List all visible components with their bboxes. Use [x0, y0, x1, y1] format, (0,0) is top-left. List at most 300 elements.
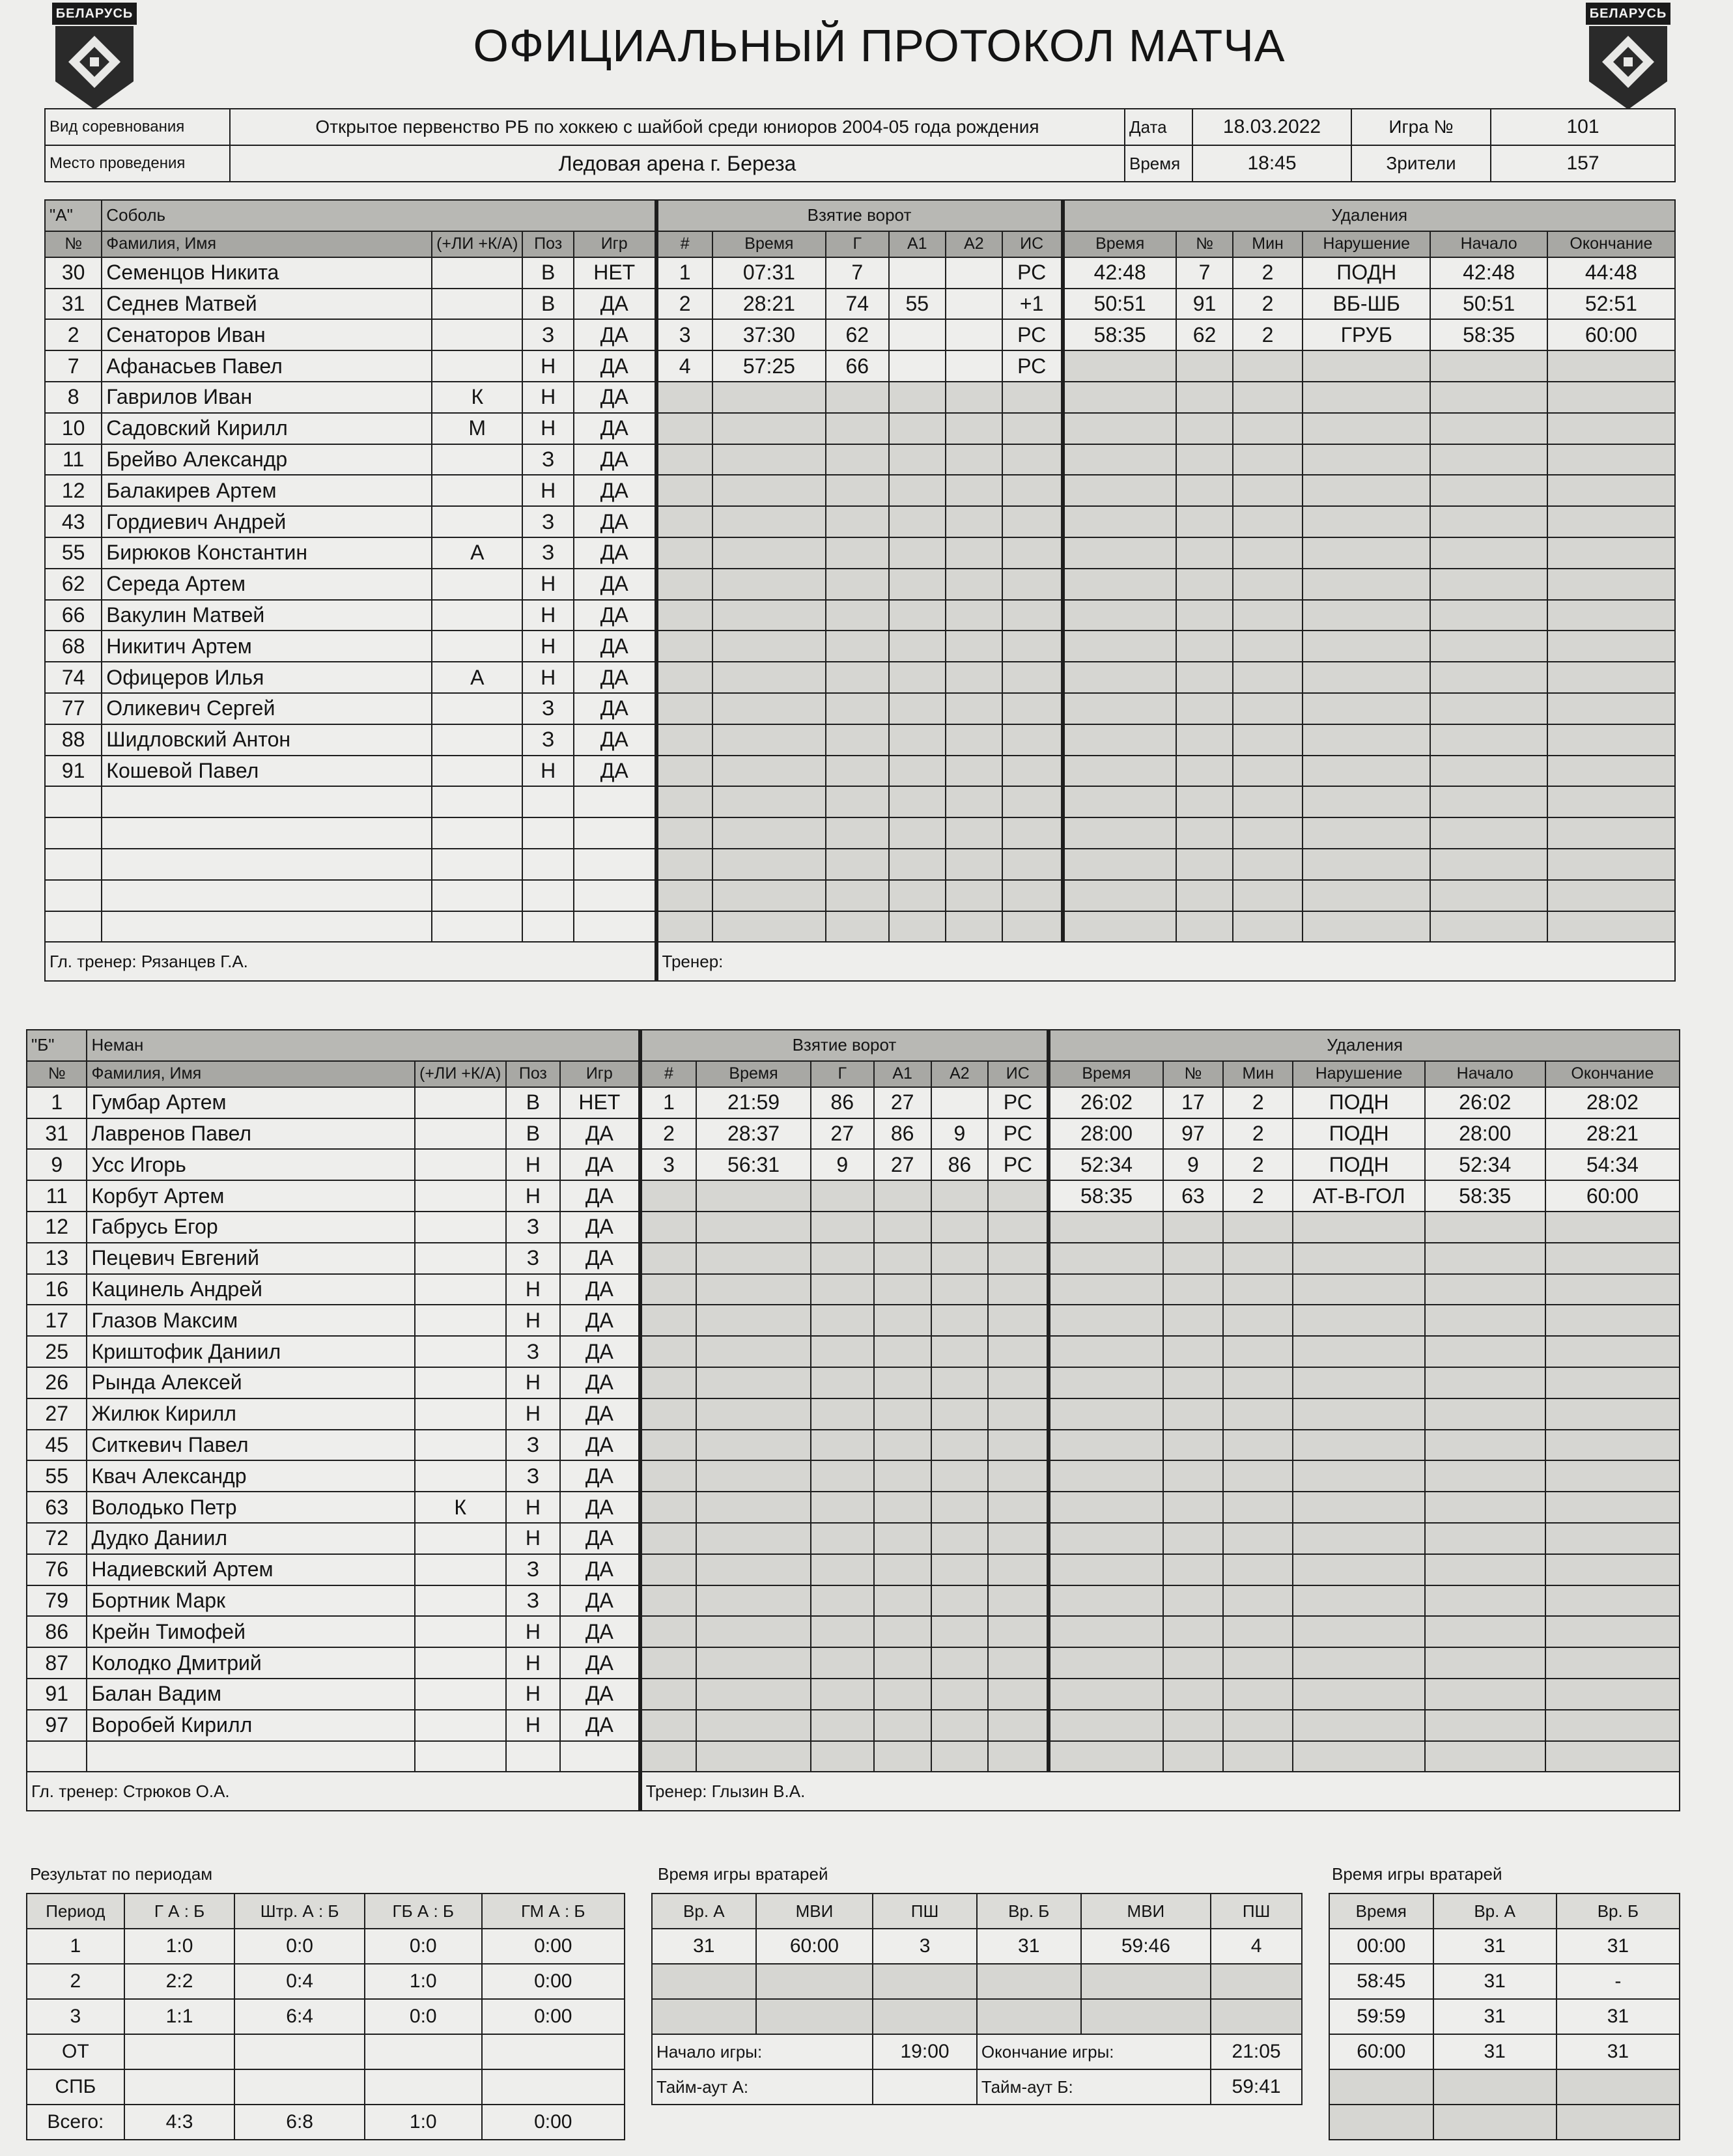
goal-time: [712, 475, 826, 506]
goal-g: [826, 756, 889, 787]
penalty-num: [1176, 662, 1233, 693]
penalty-time: [1063, 537, 1176, 569]
column-header: (+ЛИ +К/А): [432, 231, 522, 257]
goal-is: [988, 1647, 1049, 1679]
penalty-min: [1223, 1585, 1293, 1617]
table-row: [45, 817, 1675, 849]
venue-value: Ледовая арена г. Береза: [230, 145, 1125, 182]
player-played: ДА: [574, 756, 656, 787]
player-number: [27, 1741, 87, 1772]
penalty-min: [1223, 1647, 1293, 1679]
penalty-num: [1176, 382, 1233, 413]
goal-time: [696, 1523, 810, 1554]
penalty-num: [1163, 1460, 1223, 1492]
goal-g: [826, 506, 889, 537]
goal-a2: [931, 1367, 989, 1398]
goal-n: 2: [640, 1118, 697, 1150]
timeout-b-value: 59:41: [1211, 2069, 1302, 2105]
penalty-time: [1049, 1460, 1162, 1492]
column-header: Игр: [560, 1061, 640, 1087]
table-row: [45, 756, 1675, 787]
goal-a2: [946, 600, 1002, 631]
date-label: Дата: [1125, 109, 1192, 145]
player-position: Н: [506, 1647, 560, 1679]
player-played: [574, 880, 656, 911]
period-g: 1:0: [124, 1929, 235, 1964]
player-played: ДА: [560, 1212, 640, 1243]
player-role: [415, 1679, 506, 1710]
goal-g: [811, 1274, 874, 1305]
period-gm: [482, 2034, 625, 2069]
table-row: [27, 1243, 1680, 1274]
goal-a1: [889, 319, 946, 350]
column-header: ПШ: [873, 1894, 977, 1929]
head-coach-row: [27, 1772, 640, 1811]
player-name: Воробей Кирилл: [87, 1710, 414, 1741]
penalty-type: [1303, 849, 1430, 880]
goal-a2: [931, 1430, 989, 1461]
penalty-min: [1223, 1492, 1293, 1523]
penalty-time: [1049, 1585, 1162, 1617]
goal-time: [712, 413, 826, 444]
player-played: ДА: [574, 600, 656, 631]
player-position: З: [506, 1430, 560, 1461]
table-row: [45, 413, 1675, 444]
penalty-time: [1063, 413, 1176, 444]
goal-is: [988, 1212, 1049, 1243]
spectators-label: Зрители: [1351, 145, 1491, 182]
table-row: [45, 569, 1675, 600]
federation-logo-right: [1586, 3, 1670, 113]
player-number: 87: [27, 1647, 87, 1679]
goal-a2: 9: [931, 1118, 989, 1150]
player-played: [560, 1741, 640, 1772]
column-header: Мин: [1223, 1061, 1293, 1087]
player-position: Н: [506, 1305, 560, 1336]
penalties-header: Удаления: [1049, 1030, 1680, 1061]
penalty-end: [1545, 1710, 1680, 1741]
penalty-min: [1223, 1305, 1293, 1336]
player-role: [432, 817, 522, 849]
penalty-end: 44:48: [1547, 257, 1675, 289]
player-role: [415, 1212, 506, 1243]
goal-is: [988, 1398, 1049, 1430]
goalie-a: 31: [652, 1929, 756, 1964]
player-name: Колодко Дмитрий: [87, 1647, 414, 1679]
player-position: З: [506, 1212, 560, 1243]
penalty-start: [1425, 1243, 1545, 1274]
player-position: Н: [506, 1523, 560, 1554]
goal-a2: [931, 1087, 989, 1118]
player-played: ДА: [574, 319, 656, 350]
time-label: Время: [1125, 145, 1192, 182]
player-number: 76: [27, 1554, 87, 1585]
goal-time: [696, 1554, 810, 1585]
player-name: [102, 911, 432, 943]
goal-a2: [931, 1336, 989, 1367]
column-header: Время: [712, 231, 826, 257]
goal-n: [656, 382, 712, 413]
player-name: Дудко Даниил: [87, 1523, 414, 1554]
goal-is: РС: [988, 1087, 1049, 1118]
penalty-min: [1223, 1679, 1293, 1710]
penalty-start: [1425, 1741, 1545, 1772]
goal-a2: [931, 1460, 989, 1492]
player-played: ДА: [574, 382, 656, 413]
penalty-time: 58:35: [1049, 1180, 1162, 1212]
penalty-start: [1430, 662, 1547, 693]
goal-is: РС: [1002, 257, 1063, 289]
penalty-start: [1425, 1430, 1545, 1461]
venue-label: Место проведения: [45, 145, 230, 182]
goal-a1: [889, 724, 946, 756]
goal-a1: [889, 350, 946, 382]
penalty-num: [1176, 413, 1233, 444]
player-role: [432, 693, 522, 724]
goalie-b: 31: [977, 1929, 1081, 1964]
goal-a1: [889, 756, 946, 787]
player-position: Н: [506, 1679, 560, 1710]
penalty-num: [1176, 444, 1233, 475]
penalty-time: 58:35: [1063, 319, 1176, 350]
player-position: В: [506, 1087, 560, 1118]
player-number: 91: [45, 756, 102, 787]
penalty-start: [1425, 1710, 1545, 1741]
change-a: 31: [1433, 1964, 1557, 1999]
goal-is: [1002, 662, 1063, 693]
penalty-end: [1545, 1741, 1680, 1772]
goal-a2: [946, 631, 1002, 662]
goal-a1: [874, 1274, 931, 1305]
player-played: ДА: [574, 537, 656, 569]
goal-is: [1002, 693, 1063, 724]
goal-a1: [874, 1741, 931, 1772]
goal-n: [640, 1367, 697, 1398]
penalty-type: [1303, 350, 1430, 382]
goal-a1: [874, 1647, 931, 1679]
penalty-start: [1430, 475, 1547, 506]
player-role: [415, 1336, 506, 1367]
player-number: 68: [45, 631, 102, 662]
goal-time: [696, 1243, 810, 1274]
player-position: [522, 880, 573, 911]
goal-is: [1002, 880, 1063, 911]
column-header: МВИ: [756, 1894, 873, 1929]
goal-g: [811, 1460, 874, 1492]
player-number: 77: [45, 693, 102, 724]
player-played: ДА: [560, 1149, 640, 1180]
goal-is: РС: [988, 1149, 1049, 1180]
penalty-num: [1176, 849, 1233, 880]
table-row: [27, 1523, 1680, 1554]
penalty-num: [1176, 724, 1233, 756]
goal-a2: [931, 1305, 989, 1336]
table-row: [27, 1087, 1680, 1118]
team-b-name: Неман: [87, 1030, 640, 1061]
penalty-end: [1547, 756, 1675, 787]
logo-text: БЕЛАРУСЬ: [1586, 3, 1670, 25]
penalty-time: [1063, 880, 1176, 911]
penalty-min: [1233, 506, 1303, 537]
game-start-value: 19:00: [873, 2034, 977, 2069]
head-coach-label: Гл. тренер:: [31, 1781, 119, 1801]
time-value: 18:45: [1192, 145, 1351, 182]
penalty-end: [1545, 1523, 1680, 1554]
penalty-time: [1049, 1212, 1162, 1243]
penalty-min: [1233, 631, 1303, 662]
penalty-type: [1293, 1367, 1424, 1398]
goal-time: 07:31: [712, 257, 826, 289]
penalty-type: [1303, 880, 1430, 911]
penalty-num: [1163, 1305, 1223, 1336]
goalie-change-row: [1329, 1999, 1680, 2034]
period-g: 4:3: [124, 2105, 235, 2140]
penalty-type: ПОДН: [1293, 1149, 1424, 1180]
penalty-time: [1063, 444, 1176, 475]
penalty-num: [1163, 1336, 1223, 1367]
goal-time: [696, 1492, 810, 1523]
goal-is: [1002, 631, 1063, 662]
penalty-num: [1176, 756, 1233, 787]
penalty-type: АТ-В-ГОЛ: [1293, 1180, 1424, 1212]
player-number: 1: [27, 1087, 87, 1118]
penalty-time: [1063, 662, 1176, 693]
goal-n: 4: [656, 350, 712, 382]
penalty-min: [1223, 1274, 1293, 1305]
player-position: З: [522, 693, 573, 724]
goal-a1: [889, 880, 946, 911]
period-g: [124, 2069, 235, 2105]
penalty-start: [1430, 382, 1547, 413]
goal-a2: [946, 350, 1002, 382]
penalty-type: [1293, 1585, 1424, 1617]
player-role: [432, 724, 522, 756]
goal-n: [640, 1336, 697, 1367]
player-position: [506, 1741, 560, 1772]
player-position: В: [506, 1118, 560, 1150]
penalty-min: [1233, 569, 1303, 600]
player-name: [87, 1741, 414, 1772]
player-number: 8: [45, 382, 102, 413]
penalty-time: [1049, 1616, 1162, 1647]
penalty-start: [1430, 849, 1547, 880]
player-name: [102, 786, 432, 817]
player-position: Н: [506, 1616, 560, 1647]
player-position: З: [506, 1243, 560, 1274]
goal-n: [656, 662, 712, 693]
period-g: [124, 2034, 235, 2069]
penalty-time: [1049, 1243, 1162, 1274]
player-position: З: [522, 724, 573, 756]
goal-n: [656, 911, 712, 943]
penalty-end: [1545, 1585, 1680, 1617]
goal-is: [1002, 444, 1063, 475]
player-played: ДА: [574, 569, 656, 600]
change-b: 31: [1557, 2034, 1680, 2069]
player-name: Квач Александр: [87, 1460, 414, 1492]
player-number: [45, 880, 102, 911]
penalty-start: [1430, 631, 1547, 662]
player-number: 10: [45, 413, 102, 444]
goal-n: [656, 506, 712, 537]
player-played: ДА: [574, 662, 656, 693]
goal-time: [712, 756, 826, 787]
goal-time: [712, 880, 826, 911]
penalty-end: [1545, 1647, 1680, 1679]
penalty-time: [1063, 693, 1176, 724]
table-row: [45, 849, 1675, 880]
player-played: ДА: [560, 1398, 640, 1430]
goal-a1: [874, 1367, 931, 1398]
goal-a1: [889, 786, 946, 817]
penalty-num: [1163, 1647, 1223, 1679]
goal-g: [811, 1523, 874, 1554]
penalty-end: [1547, 413, 1675, 444]
goal-time: [712, 662, 826, 693]
player-name: Кацинель Андрей: [87, 1274, 414, 1305]
penalty-type: [1303, 444, 1430, 475]
penalty-end: [1545, 1430, 1680, 1461]
penalty-type: ПОДН: [1303, 257, 1430, 289]
goal-n: 1: [640, 1087, 697, 1118]
player-position: В: [522, 289, 573, 320]
penalty-type: [1293, 1398, 1424, 1430]
penalty-time: [1049, 1554, 1162, 1585]
player-number: [45, 849, 102, 880]
penalty-type: [1293, 1305, 1424, 1336]
period-g: 1:1: [124, 1999, 235, 2034]
goal-time: [712, 911, 826, 943]
player-position: [522, 849, 573, 880]
goal-g: [811, 1243, 874, 1274]
goal-a1: 55: [889, 289, 946, 320]
goal-n: 3: [640, 1149, 697, 1180]
goal-is: [1002, 537, 1063, 569]
goal-is: [1002, 600, 1063, 631]
penalty-time: 50:51: [1063, 289, 1176, 320]
coach-value: Глызин В.А.: [711, 1781, 806, 1801]
table-row: [27, 1554, 1680, 1585]
player-role: А: [432, 537, 522, 569]
penalty-start: 58:35: [1425, 1180, 1545, 1212]
player-number: 97: [27, 1710, 87, 1741]
penalty-end: [1545, 1274, 1680, 1305]
goal-a2: [931, 1679, 989, 1710]
penalty-min: [1223, 1460, 1293, 1492]
penalty-start: [1430, 444, 1547, 475]
player-played: ДА: [560, 1492, 640, 1523]
change-a: 31: [1433, 1929, 1557, 1964]
change-t: 60:00: [1329, 2034, 1433, 2069]
penalty-end: [1545, 1616, 1680, 1647]
player-name: Жилюк Кирилл: [87, 1398, 414, 1430]
penalty-start: [1425, 1616, 1545, 1647]
player-number: 43: [45, 506, 102, 537]
goal-is: [988, 1367, 1049, 1398]
penalty-end: [1547, 382, 1675, 413]
penalty-type: [1293, 1430, 1424, 1461]
penalty-start: 52:34: [1425, 1149, 1545, 1180]
penalty-type: [1293, 1523, 1424, 1554]
goal-a2: [946, 257, 1002, 289]
goal-a2: [931, 1554, 989, 1585]
goal-is: РС: [1002, 350, 1063, 382]
penalty-start: [1425, 1585, 1545, 1617]
player-number: 91: [27, 1679, 87, 1710]
head-coach-value: Стрюков О.А.: [122, 1781, 230, 1801]
goalie-a-goals-against: 3: [873, 1929, 977, 1964]
goal-g: [811, 1398, 874, 1430]
head-coach-label: Гл. тренер:: [49, 951, 137, 971]
penalty-type: [1303, 786, 1430, 817]
player-number: 12: [27, 1212, 87, 1243]
player-position: Н: [522, 413, 573, 444]
table-row: [45, 911, 1675, 943]
player-name: Гумбар Артем: [87, 1087, 414, 1118]
goal-n: [640, 1212, 697, 1243]
player-name: Гордиевич Андрей: [102, 506, 432, 537]
goal-is: [1002, 382, 1063, 413]
penalty-end: [1547, 817, 1675, 849]
penalty-start: [1430, 350, 1547, 382]
goal-time: 37:30: [712, 319, 826, 350]
player-position: З: [506, 1554, 560, 1585]
penalty-start: [1425, 1305, 1545, 1336]
goal-n: [640, 1460, 697, 1492]
penalty-end: [1545, 1305, 1680, 1336]
player-role: [432, 506, 522, 537]
table-row: [27, 1149, 1680, 1180]
table-row: [45, 537, 1675, 569]
goal-a1: [889, 382, 946, 413]
player-position: З: [522, 506, 573, 537]
goal-is: [988, 1274, 1049, 1305]
column-header: №: [1176, 231, 1233, 257]
player-position: [522, 817, 573, 849]
penalty-min: [1223, 1554, 1293, 1585]
period-row: [27, 2105, 625, 2140]
player-role: [415, 1243, 506, 1274]
goal-is: +1: [1002, 289, 1063, 320]
goal-a2: [946, 475, 1002, 506]
penalty-num: [1163, 1523, 1223, 1554]
player-name: Балан Вадим: [87, 1679, 414, 1710]
player-role: [415, 1149, 506, 1180]
penalty-type: ПОДН: [1293, 1087, 1424, 1118]
goal-is: [1002, 569, 1063, 600]
column-header: МВИ: [1081, 1894, 1211, 1929]
goal-a2: [931, 1710, 989, 1741]
player-played: ДА: [574, 444, 656, 475]
goal-g: [811, 1492, 874, 1523]
player-role: [415, 1647, 506, 1679]
period-gb: [365, 2069, 482, 2105]
goal-time: [712, 724, 826, 756]
penalty-time: [1049, 1710, 1162, 1741]
goal-time: [712, 693, 826, 724]
player-role: [415, 1398, 506, 1430]
penalty-start: [1425, 1679, 1545, 1710]
player-role: [415, 1430, 506, 1461]
goal-g: [826, 849, 889, 880]
goalie-time-table: [651, 1893, 1303, 2105]
player-number: 86: [27, 1616, 87, 1647]
goal-time: [696, 1398, 810, 1430]
player-name: Офицеров Илья: [102, 662, 432, 693]
goal-is: [1002, 849, 1063, 880]
goal-g: [826, 444, 889, 475]
goal-a2: [946, 289, 1002, 320]
